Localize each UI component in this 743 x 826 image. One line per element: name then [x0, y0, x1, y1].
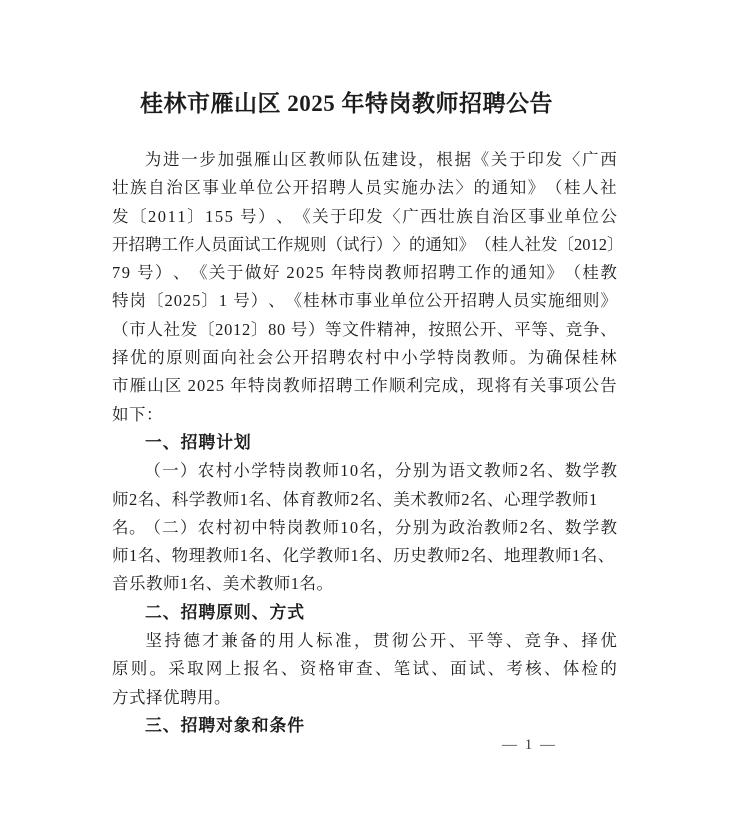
document-line: 师1名、物理教师1名、化学教师1名、历史教师2名、地理教师1名、 [112, 546, 615, 566]
document-line: 坚 持 德 才 兼 备 的 用 人 标 准 ， 贯 彻 公 开 、 平 等 、 竞 争 、 择 优 [145, 631, 617, 651]
document-line: 师2名、科学教师1名、体育教师2名、美术教师2名、心理学教师1名。 [112, 489, 598, 537]
document-line: 择 优 的 原 则 面 向 社 会 公 开 招 聘 农 村 中 小 学 特 岗 教 师 。 为 确 保 桂 林 [112, 348, 617, 368]
document-line: （ 二 ） 农 村 初 中 特 岗 教 师 1 0 名 ， 分 别 为 政 治 教 师 2 名 、 数 学 教 [144, 517, 617, 537]
document-line: 7 9 号 ） 、 《 关 于 做 好 2 0 2 5 年 特 岗 教 师 招 聘 工 作 的 通 知 》 （ 桂 教 [112, 263, 617, 283]
page-number: — 1 — [502, 737, 557, 753]
document-line: 市 雁 山 区 2 0 2 5 年 特 岗 教 师 招 聘 工 作 顺 利 完 成 ， 现 将 有 关 事 项 公 告 [112, 376, 617, 396]
document-line: 为 进 一 步 加 强 雁 山 区 教 师 队 伍 建 设 ， 根 据 《 关 于 印 发 〈 广 西 [144, 150, 617, 169]
document-line: 如下： [112, 404, 163, 424]
document-line: 特 岗 〔 2 0 2 5 〕 1 号 ） 、 《 桂 林 市 事 业 单 位 公 开 招 聘 人 员 实 施 细 则 》 [112, 291, 617, 311]
document-line: 壮 族 自 治 区 事 业 单 位 公 开 招 聘 人 员 实 施 办 法 〉 的 通 知 》 （ 桂 人 社 [112, 178, 617, 198]
document-line: （ 市 人 社 发 〔 2 0 1 2 〕 8 0 号 ） 等 文 件 精 神 ， 按 照 公 开 、 平 等 、 竞 争 、 [112, 319, 617, 339]
document-line: 方式择优聘用。 [112, 687, 231, 707]
document-body [112, 146, 624, 740]
section-heading-eligibility: 三、招聘对象和条件 [145, 715, 306, 735]
document-line: 开 招 聘 工 作 人 员 面 试 工 作 规 则 （ 试 行 ） 〉 的 通 知 》 （ 桂 人 社 发 〔 2 0 1 2 〕 [112, 234, 624, 254]
document-line: 发 〔 2 0 1 1 〕 1 5 5 号 ） 、 《 关 于 印 发 〈 广 西 壮 族 自 治 区 事 业 单 位 公 [112, 206, 617, 226]
section-heading-recruitment-plan: 一、招聘计划 [145, 432, 252, 452]
document-title: 桂林市雁山区 2025 年特岗教师招聘公告 [140, 91, 553, 116]
document-line: 原 则 。 采 取 网 上 报 名 、 资 格 审 查 、 笔 试 、 面 试 、 考 核 、 体 检 的 [112, 659, 617, 679]
document-line: 音乐教师1名、美术教师1名。 [112, 574, 334, 594]
section-heading-principles: 二、招聘原则、方式 [145, 602, 306, 622]
document-line: （ 一 ） 农 村 小 学 特 岗 教 师 1 0 名 ， 分 别 为 语 文 教 师 2 名 、 数 学 教 [144, 461, 617, 481]
